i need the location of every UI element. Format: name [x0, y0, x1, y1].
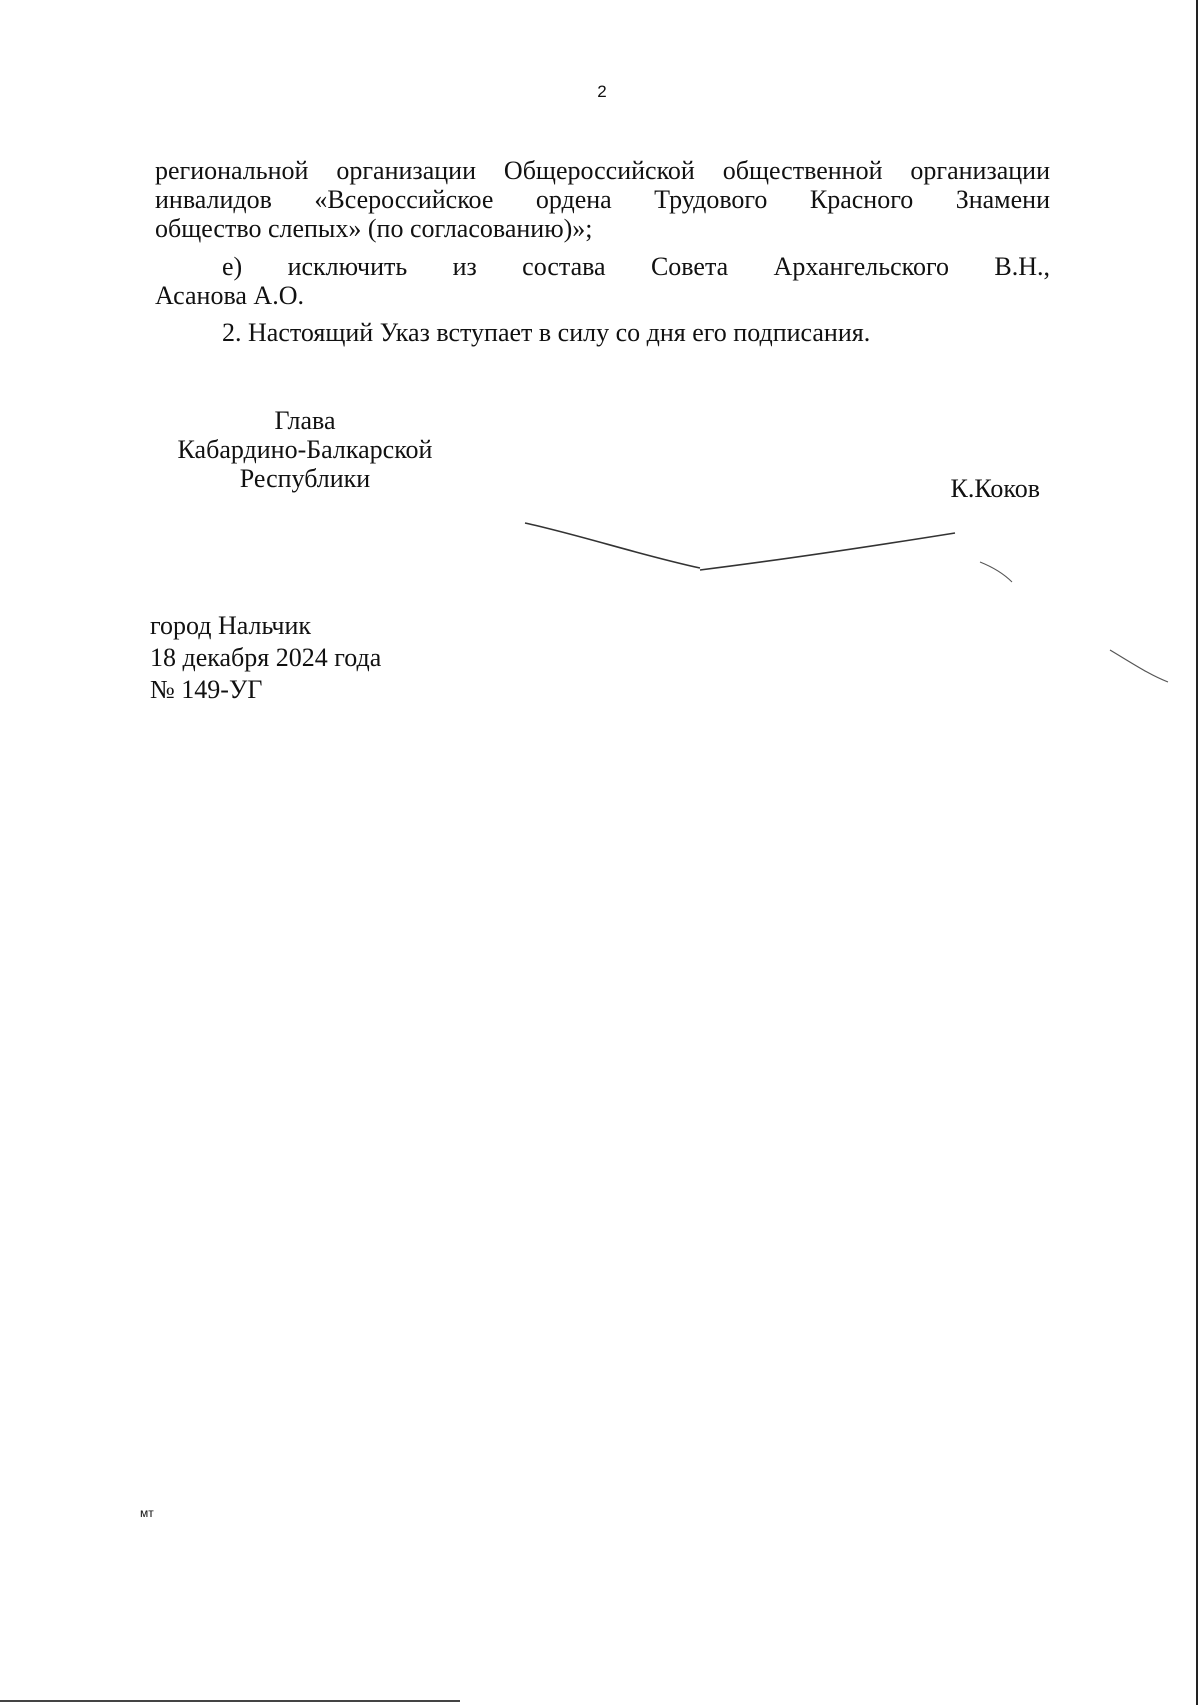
decree-number: № 149-УГ [150, 675, 263, 704]
paragraph-line: общество слепых» (по согласованию)»; [155, 214, 593, 243]
paragraph-exclude [155, 252, 1050, 310]
paragraph-line: региональной организации Общероссийской общественной организации [155, 156, 1050, 185]
city: город Нальчик [150, 611, 312, 640]
signatory-name: К.Коков [950, 474, 1040, 503]
scan-edge [0, 1700, 460, 1702]
signature-title-line: Республики [239, 464, 371, 493]
paragraph-organization [155, 156, 1050, 243]
paragraph-effective: 2. Настоящий Указ вступает в силу со дня его подписания. [222, 318, 871, 347]
signature-title-line: Глава [274, 406, 336, 435]
scan-edge [1196, 0, 1198, 1705]
paragraph-line: е) исключить из состава Совета Архангельского В.Н., [222, 252, 1050, 281]
paragraph-line: инвалидов «Всероссийское ордена Трудового Красного Знамени [155, 185, 1050, 214]
date: 18 декабря 2024 года [150, 643, 382, 672]
page-number: 2 [597, 82, 607, 101]
signature-title [150, 406, 460, 493]
paragraph-line: Асанова А.О. [155, 281, 304, 310]
executor-initials: мт [140, 1506, 154, 1520]
signature-title-line: Кабардино-Балкарской [177, 435, 433, 464]
issuance-details [150, 610, 381, 706]
